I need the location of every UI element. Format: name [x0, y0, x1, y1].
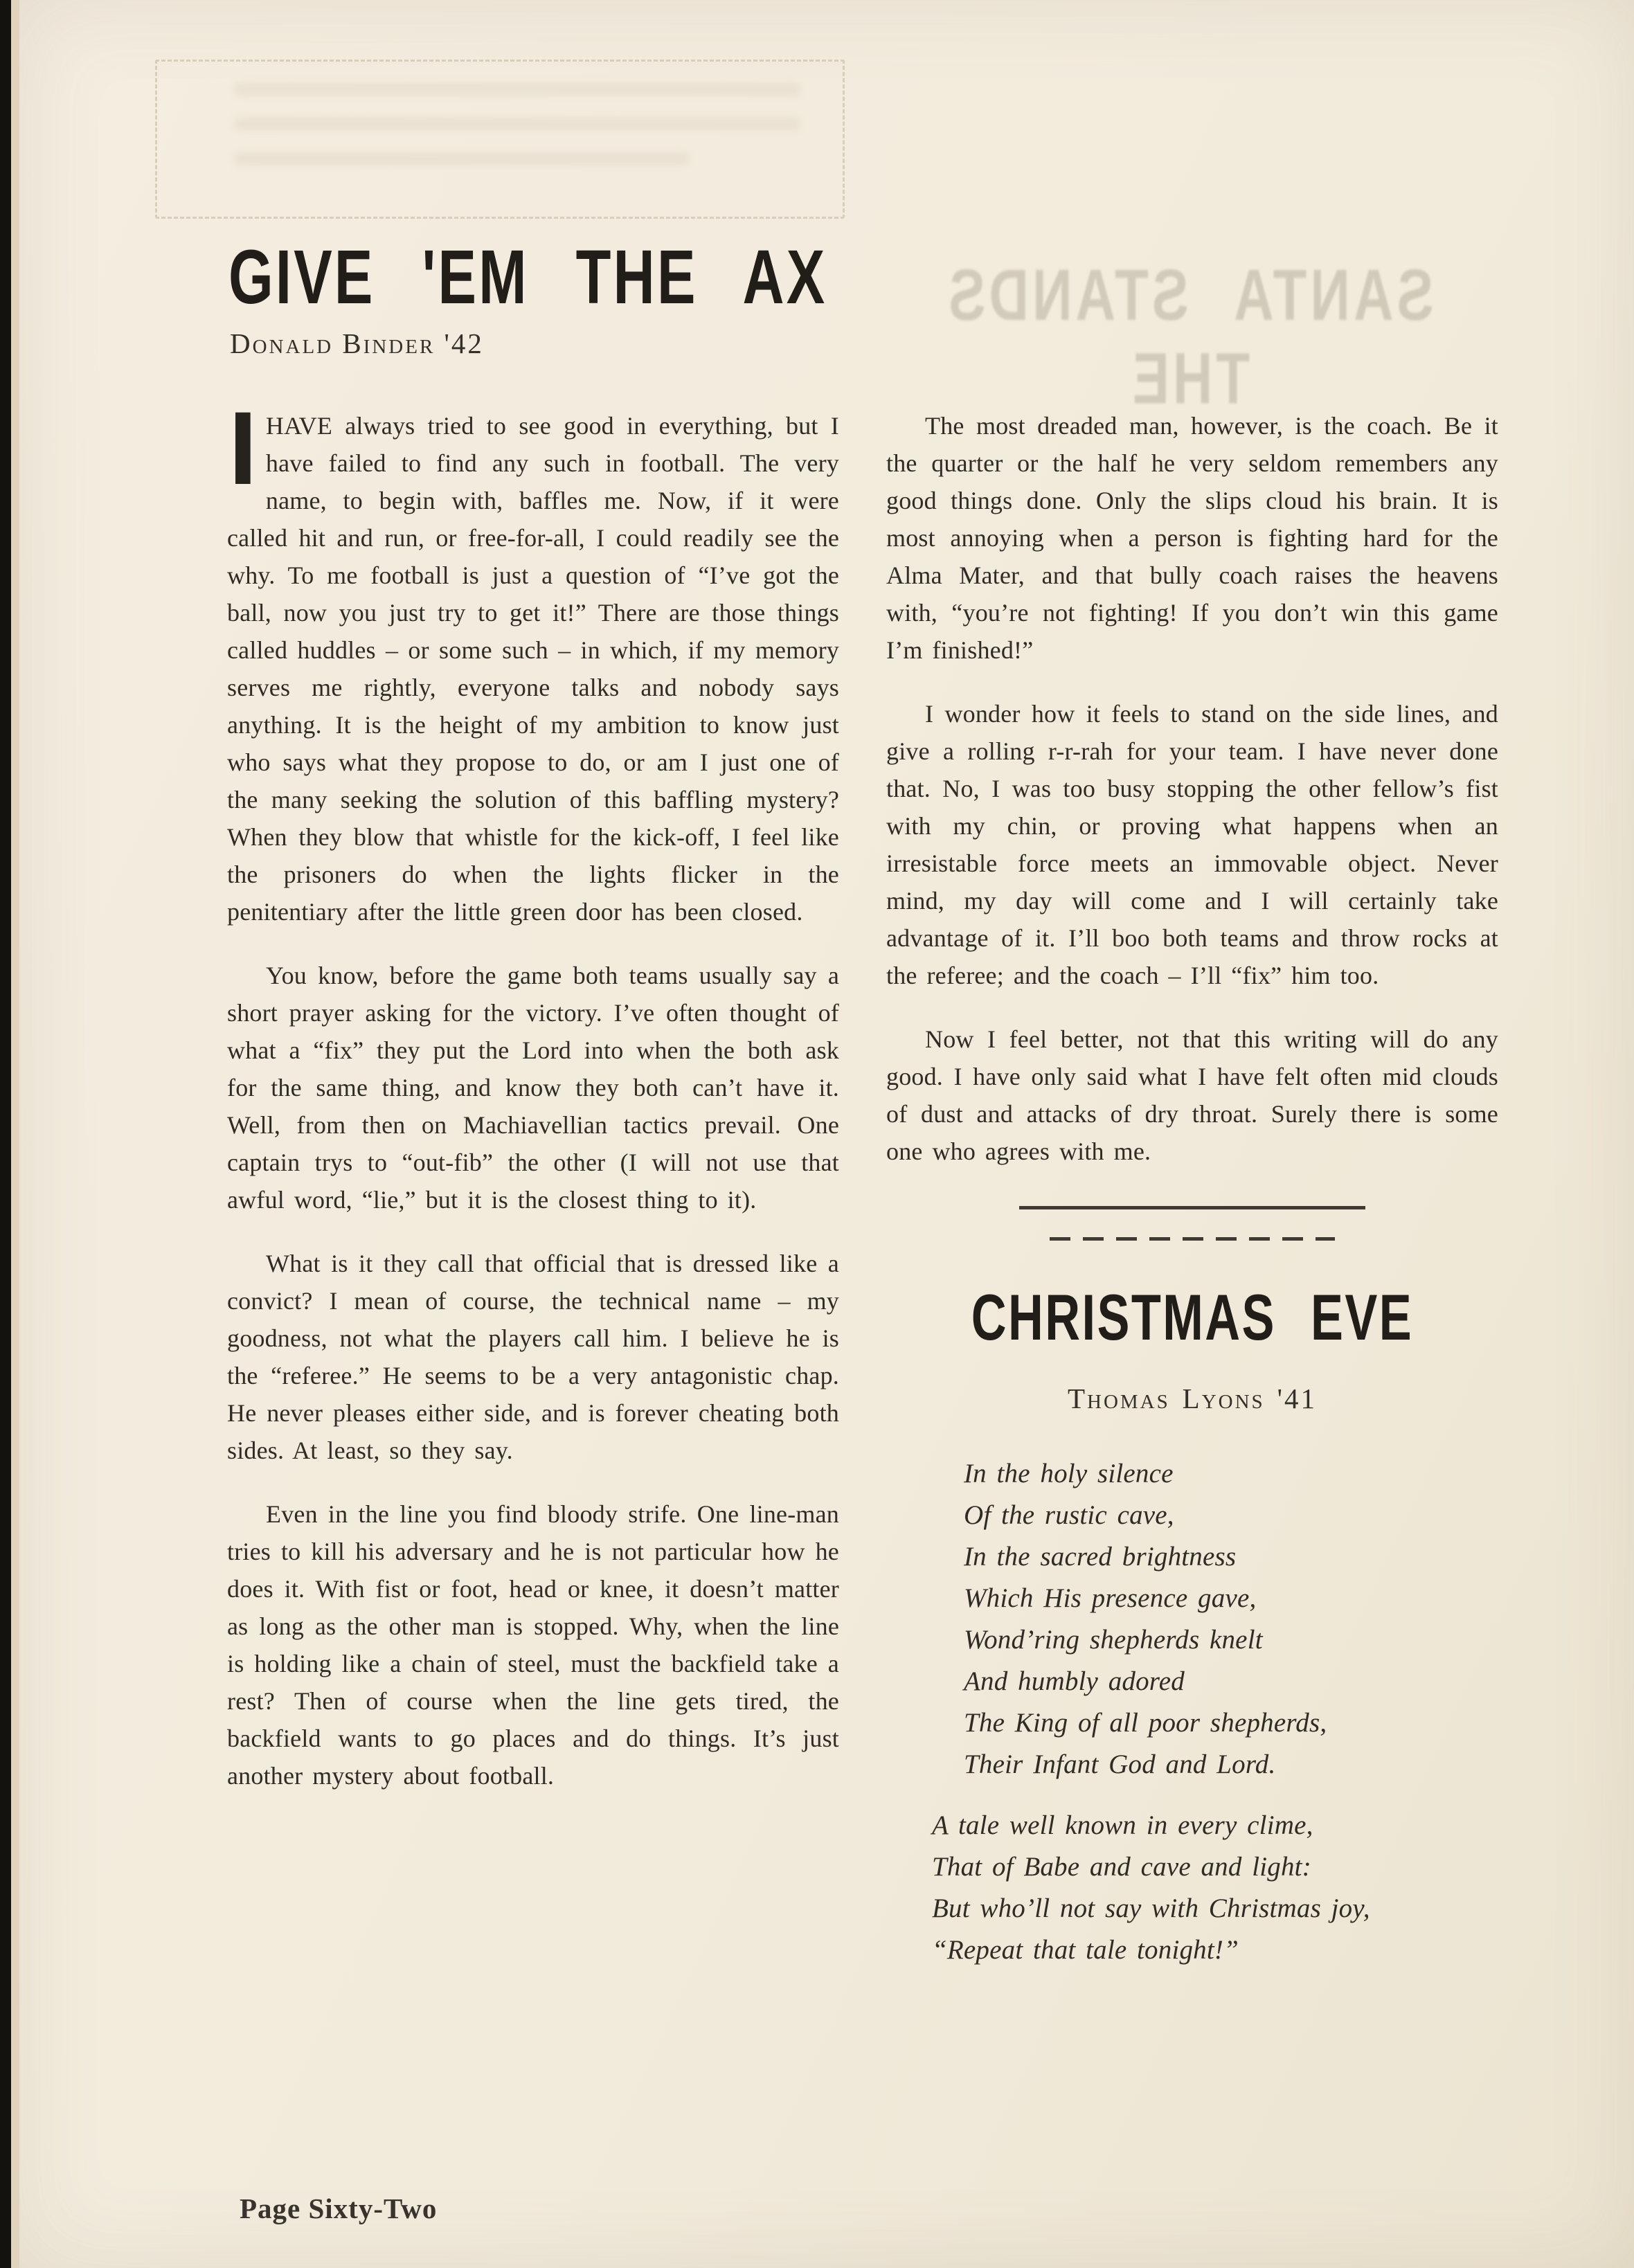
- paper-sheet: [19, 0, 1634, 2268]
- article2-title: CHRISTMAS EVE: [971, 1281, 1414, 1354]
- page-number: Page Sixty-Two: [240, 2193, 438, 2224]
- article1-title: GIVE 'EM THE AX: [228, 235, 827, 321]
- poem-line: And humbly adored: [964, 1666, 1185, 1696]
- bleed-through-line: [233, 82, 801, 96]
- bleed-through-headline: SANTA STANDS THE: [945, 254, 1434, 420]
- poem-line: “Repeat that tale tonight!”: [932, 1935, 1239, 1965]
- article1-byline: Donald Binder '42: [230, 327, 484, 359]
- poem-line: In the holy silence: [964, 1459, 1174, 1488]
- paragraph-text: HAVE always tried to see good in everything, but I have failed to find any such in football. The very name, to begin with, baffles me. Now, if it were called hit and run, or free-for-all, I could readily see the why. To me football is just a question of “I’ve got the ball, now you just try to get it!” There are those things called huddles – or some such – in which, if my memory serves me rightly, everyone talks and nobody says anything. It is the height of my ambition to know just who says what they propose to do, or am I just one of the many seeking the solution of this baffling mystery? When they blow that whistle for the kick-off, I feel like the prisoners do when the lights flicker in the penitentiary after the little green door has been closed.: [227, 412, 839, 926]
- poem-line: Their Infant God and Lord.: [964, 1749, 1276, 1779]
- poem-line: Which His presence gave,: [964, 1583, 1257, 1613]
- paragraph: The most dreaded man, however, is the coach. Be it the quarter or the half he very seldom remembers any good things done. Only the slips cloud his brain. It is most annoying when a person is fighting hard for the Alma Mater, and that bully coach raises the heavens with, “you’re not fighting! If you don’t win this game I’m finished!”: [886, 412, 1498, 664]
- poem-line: The King of all poor shepherds,: [964, 1708, 1327, 1738]
- poem-line: In the sacred brightness: [964, 1542, 1237, 1572]
- paragraph: Now I feel better, not that this writing will do any good. I have only said what I have felt often mid clouds of dust and attacks of dry throat. Surely there is some one who agrees with me.: [886, 1025, 1498, 1165]
- drop-cap-I: I: [228, 390, 258, 506]
- solid-divider: [1019, 1206, 1365, 1209]
- poem: [886, 1453, 1498, 1971]
- paragraph: Even in the line you find bloody strife. One line-man tries to kill his adversary and he is not particular how he does it. With fist or foot, head or knee, it doesn’t matter as long as the other man is stopped. Why, when the line is holding like a chain of steel, must the backfield take a rest? Then of course when the line gets tired, the backfield wants to go places and do things. It’s just another mystery about football.: [227, 1500, 839, 1790]
- poem-line: That of Babe and cave and light:: [932, 1852, 1311, 1882]
- poem-line: Of the rustic cave,: [964, 1500, 1174, 1530]
- paragraph: [227, 390, 839, 930]
- bleed-through-line: [233, 152, 690, 165]
- paragraph: I wonder how it feels to stand on the side lines, and give a rolling r-r-rah for your team. I have never done that. No, I was too busy stopping the other fellow’s fist with my chin, or proving what happens when an irresistable force meets an immovable object. Never mind, my day will come and I will certainly take advantage of it. I’ll boo both teams and throw rocks at the referee; and the coach – I’ll “fix” him too.: [886, 700, 1498, 989]
- right-column: [886, 407, 1498, 1971]
- poem-line: But who’ll not say with Christmas joy,: [932, 1893, 1370, 1923]
- poem-line: Wond’ring shepherds knelt: [964, 1625, 1263, 1655]
- bleed-through-box: [155, 60, 845, 219]
- poem-stanza-1: [964, 1453, 1498, 1785]
- paragraph: What is it they call that official that is dressed like a convict? I mean of course, the technical name – my goodness, not what the players call him. I believe he is the “referee.” He seems to be a very antagonistic chap. He never pleases either side, and is forever cheating both sides. At least, so they say.: [227, 1250, 839, 1464]
- dashed-divider: [1050, 1237, 1335, 1241]
- paragraph: You know, before the game both teams usually say a short prayer asking for the victory. I’ve often thought of what a “fix” they put the Lord into when the both ask for the same thing, and know they both can’t have it. Well, from then on Machiavellian tactics prevail. One captain trys to “out-fib” the other (I will not use that awful word, “lie,” but it is the closest thing to it).: [227, 962, 839, 1214]
- poem-line: A tale well known in every clime,: [932, 1810, 1313, 1840]
- poem-stanza-2: [932, 1805, 1498, 1971]
- article2-byline: Thomas Lyons '41: [1067, 1383, 1318, 1414]
- left-column: [227, 390, 839, 1821]
- bleed-through-line: [233, 117, 801, 131]
